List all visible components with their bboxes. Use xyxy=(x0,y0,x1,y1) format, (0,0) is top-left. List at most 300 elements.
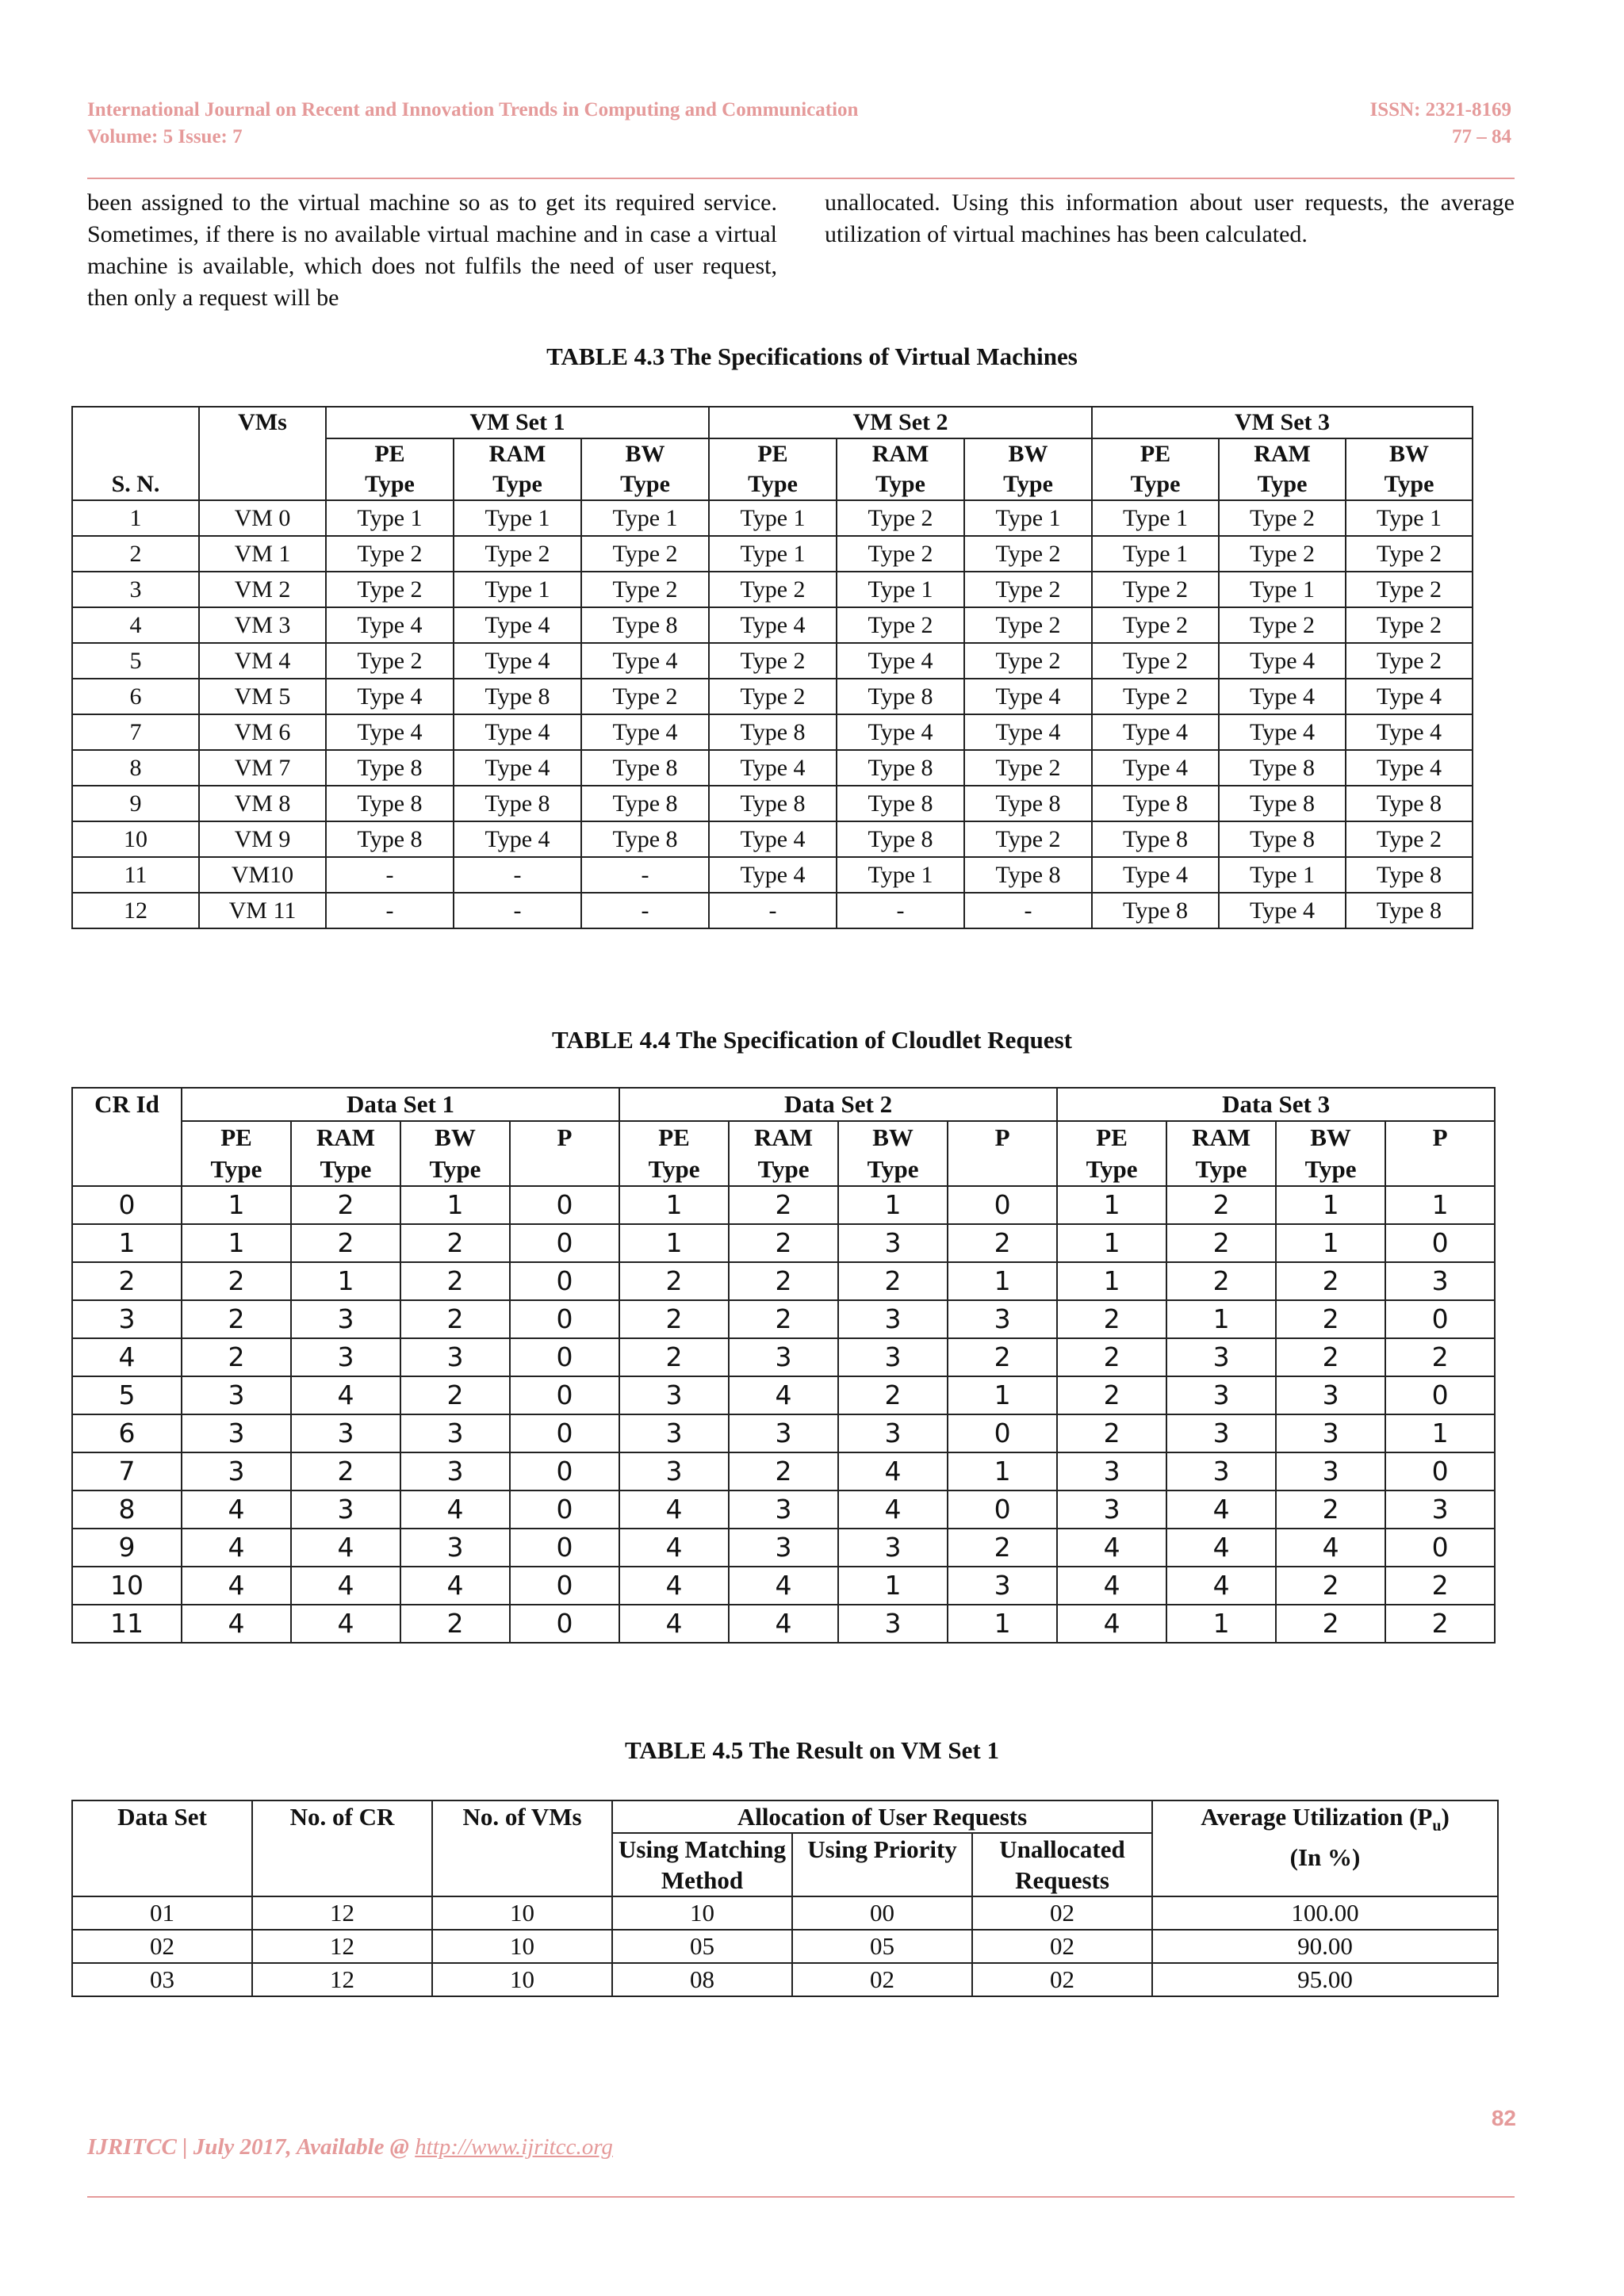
footer xyxy=(87,2134,613,2160)
table-cell: 1 xyxy=(619,1186,729,1224)
table-cell: 3 xyxy=(838,1338,948,1376)
table-cell: Type 8 xyxy=(581,607,709,643)
table-cell: 100.00 xyxy=(1152,1896,1498,1930)
table-row xyxy=(72,1414,1495,1452)
table-cell: 2 xyxy=(1057,1338,1166,1376)
table-cell: 0 xyxy=(510,1605,619,1643)
table-cell: 1 xyxy=(948,1605,1057,1643)
table-cell: Type 8 xyxy=(1346,857,1473,893)
table-row xyxy=(72,1605,1495,1643)
table-row xyxy=(72,1567,1495,1605)
table-cell: VM 2 xyxy=(199,572,326,607)
table-cell: 2 xyxy=(1276,1262,1385,1300)
table-row xyxy=(72,857,1473,893)
table-cell: 03 xyxy=(72,1963,252,1996)
table-cell: Type 4 xyxy=(1346,679,1473,714)
matching-method-col-header: Using Matching Method xyxy=(612,1833,792,1896)
pe-type-header: PE Type xyxy=(709,438,837,500)
table-cell: 2 xyxy=(1276,1567,1385,1605)
table-cell: 3 xyxy=(1276,1452,1385,1490)
table-cell: 3 xyxy=(619,1376,729,1414)
vm-specifications-table xyxy=(71,406,1473,929)
table-row xyxy=(72,1529,1495,1567)
table-cell: 4 xyxy=(1057,1567,1166,1605)
table-cell: 1 xyxy=(72,1224,182,1262)
sn-header: S. N. xyxy=(72,407,199,500)
table-cell: 3 xyxy=(400,1414,510,1452)
table-cell: Type 4 xyxy=(454,821,581,857)
table-cell: 3 xyxy=(948,1567,1057,1605)
journal-issn-block xyxy=(1370,97,1512,151)
table-cell: Type 2 xyxy=(1346,607,1473,643)
table-cell: 4 xyxy=(400,1567,510,1605)
table-cell: 1 xyxy=(948,1376,1057,1414)
table-cell: 2 xyxy=(1057,1376,1166,1414)
table-cell: Type 2 xyxy=(964,572,1092,607)
pe-type-header: PE Type xyxy=(182,1121,291,1186)
table-cell: 4 xyxy=(1166,1490,1276,1529)
table-cell: Type 2 xyxy=(1346,572,1473,607)
table-cell: 00 xyxy=(792,1896,972,1930)
table-cell: Type 4 xyxy=(964,714,1092,750)
table-cell: VM10 xyxy=(199,857,326,893)
table-cell: Type 4 xyxy=(1346,714,1473,750)
table-row xyxy=(72,1930,1498,1963)
table-cell: 4 xyxy=(291,1605,400,1643)
table-cell: 10 xyxy=(432,1896,612,1930)
table-cell: 3 xyxy=(1385,1490,1495,1529)
table-cell: VM 8 xyxy=(199,786,326,821)
table-cell: Type 4 xyxy=(1092,857,1219,893)
table-cell: Type 8 xyxy=(1092,893,1219,928)
table-cell: 2 xyxy=(72,1262,182,1300)
table-cell: 2 xyxy=(182,1262,291,1300)
table-cell: 1 xyxy=(838,1186,948,1224)
table-cell: Type 4 xyxy=(1219,893,1346,928)
table-cell: 3 xyxy=(291,1414,400,1452)
table-cell: 3 xyxy=(1276,1414,1385,1452)
table-cell: 0 xyxy=(1385,1376,1495,1414)
table-cell: 12 xyxy=(252,1963,432,1996)
table-cell: 0 xyxy=(1385,1300,1495,1338)
table-cell: Type 1 xyxy=(1219,572,1346,607)
table-cell: 3 xyxy=(729,1338,838,1376)
table-cell: Type 2 xyxy=(581,536,709,572)
table-cell: 0 xyxy=(510,1529,619,1567)
journal-link[interactable]: http://www.ijritcc.org xyxy=(415,2134,613,2160)
page-number: 82 xyxy=(1491,2106,1516,2130)
table-cell: 3 xyxy=(838,1605,948,1643)
table-cell: 1 xyxy=(838,1567,948,1605)
table-row xyxy=(72,1224,1495,1262)
table-cell: Type 4 xyxy=(837,714,964,750)
table-cell: 3 xyxy=(1276,1376,1385,1414)
table-cell: 3 xyxy=(729,1490,838,1529)
table-cell: VM 7 xyxy=(199,750,326,786)
table-row xyxy=(72,821,1473,857)
table-cell: Type 4 xyxy=(837,643,964,679)
table-cell: 3 xyxy=(291,1338,400,1376)
table-cell: 1 xyxy=(182,1186,291,1224)
table-cell: 3 xyxy=(838,1300,948,1338)
table-cell: Type 8 xyxy=(709,714,837,750)
table-cell: Type 2 xyxy=(964,643,1092,679)
table-cell: Type 8 xyxy=(1092,786,1219,821)
table-cell: - xyxy=(837,893,964,928)
header-divider xyxy=(87,178,1515,179)
table-cell: 2 xyxy=(1166,1186,1276,1224)
table-cell: 0 xyxy=(510,1490,619,1529)
table-row xyxy=(72,893,1473,928)
table-cell: 2 xyxy=(1276,1605,1385,1643)
footer-divider xyxy=(87,2196,1515,2198)
table-cell: 1 xyxy=(182,1224,291,1262)
table-cell: Type 4 xyxy=(1219,643,1346,679)
vm-set-header: VM Set 1 xyxy=(326,407,709,438)
table-cell: Type 2 xyxy=(837,536,964,572)
data-set-header: Data Set 1 xyxy=(182,1088,619,1121)
crid-header: CR Id xyxy=(72,1088,182,1186)
table-cell: Type 1 xyxy=(1346,500,1473,536)
table-cell: 02 xyxy=(972,1963,1152,1996)
table-cell: 4 xyxy=(182,1567,291,1605)
table-cell: Type 2 xyxy=(581,572,709,607)
table-cell: 2 xyxy=(948,1529,1057,1567)
table-cell: 2 xyxy=(291,1452,400,1490)
table-cell: 0 xyxy=(510,1300,619,1338)
ram-type-header: RAM Type xyxy=(837,438,964,500)
table-cell: 3 xyxy=(1057,1452,1166,1490)
table-cell: - xyxy=(581,857,709,893)
table-cell: Type 4 xyxy=(1092,750,1219,786)
table-cell: 2 xyxy=(619,1300,729,1338)
table-cell: Type 8 xyxy=(1346,786,1473,821)
table-cell: 3 xyxy=(182,1376,291,1414)
table-cell: Type 8 xyxy=(837,786,964,821)
table-cell: 2 xyxy=(400,1605,510,1643)
table-cell: VM 3 xyxy=(199,607,326,643)
right-column-paragraph: unallocated. Using this information about user requests, the average utilization of virtual machines has been calculated. xyxy=(825,189,1515,247)
table-cell: Type 2 xyxy=(581,679,709,714)
table-cell: Type 8 xyxy=(454,679,581,714)
table-cell: 2 xyxy=(1057,1300,1166,1338)
table-cell: Type 8 xyxy=(1346,893,1473,928)
vms-header: VMs xyxy=(199,407,326,500)
table-cell: 2 xyxy=(182,1300,291,1338)
table-cell: 02 xyxy=(972,1930,1152,1963)
table-cell: 4 xyxy=(1166,1529,1276,1567)
table-cell: Type 1 xyxy=(1092,500,1219,536)
table-cell: Type 8 xyxy=(581,750,709,786)
table-cell: 2 xyxy=(1385,1567,1495,1605)
table-cell: 4 xyxy=(182,1490,291,1529)
table-cell: 2 xyxy=(1276,1338,1385,1376)
table-cell: Type 8 xyxy=(964,857,1092,893)
table-cell: 2 xyxy=(948,1338,1057,1376)
table-cell: - xyxy=(326,857,454,893)
table-cell: 4 xyxy=(619,1490,729,1529)
table-cell: Type 1 xyxy=(709,536,837,572)
table-cell: Type 4 xyxy=(1219,679,1346,714)
table-cell: 4 xyxy=(72,607,199,643)
table-cell: 2 xyxy=(72,536,199,572)
journal-issn: ISSN: 2321-8169 xyxy=(1369,99,1511,121)
table-cell: 4 xyxy=(838,1490,948,1529)
vm-specifications-body xyxy=(72,500,1473,928)
ram-type-header: RAM Type xyxy=(729,1121,838,1186)
pe-type-header: PE Type xyxy=(1057,1121,1166,1186)
table-cell: VM 9 xyxy=(199,821,326,857)
cloudlet-request-body xyxy=(72,1186,1495,1643)
table-cell: 05 xyxy=(612,1930,792,1963)
table-cell: VM 1 xyxy=(199,536,326,572)
table-cell: - xyxy=(326,893,454,928)
table-cell: 1 xyxy=(1276,1224,1385,1262)
table-cell: Type 4 xyxy=(964,679,1092,714)
table-cell: Type 2 xyxy=(1092,572,1219,607)
table-cell: 3 xyxy=(400,1529,510,1567)
data-set-header: Data Set 2 xyxy=(619,1088,1057,1121)
table-cell: 01 xyxy=(72,1896,252,1930)
table-cell: Type 1 xyxy=(964,500,1092,536)
table-cell: 2 xyxy=(729,1224,838,1262)
table-4-3-caption: TABLE 4.3 The Specifications of Virtual Machines xyxy=(546,342,1078,370)
table-cell: 2 xyxy=(1166,1262,1276,1300)
table-cell: 4 xyxy=(72,1338,182,1376)
table-cell: Type 1 xyxy=(454,572,581,607)
table-cell: Type 8 xyxy=(709,786,837,821)
table-cell: Type 4 xyxy=(454,750,581,786)
table-cell: 10 xyxy=(432,1930,612,1963)
table-4-4-caption: TABLE 4.4 The Specification of Cloudlet Request xyxy=(552,1026,1072,1054)
table-cell: 4 xyxy=(838,1452,948,1490)
table-cell: 2 xyxy=(291,1224,400,1262)
table-row xyxy=(72,1490,1495,1529)
table-cell: 2 xyxy=(729,1452,838,1490)
table-cell: 3 xyxy=(619,1414,729,1452)
table-cell: 3 xyxy=(400,1338,510,1376)
table-cell: Type 8 xyxy=(837,821,964,857)
table-cell: 3 xyxy=(72,1300,182,1338)
table-cell: 3 xyxy=(729,1529,838,1567)
table-cell: 2 xyxy=(400,1376,510,1414)
table-cell: - xyxy=(581,893,709,928)
table-row xyxy=(72,536,1473,572)
table-cell: 12 xyxy=(72,893,199,928)
table-row xyxy=(72,750,1473,786)
table-row xyxy=(72,714,1473,750)
table-cell: VM 11 xyxy=(199,893,326,928)
table-cell: 4 xyxy=(400,1490,510,1529)
table-cell: 3 xyxy=(182,1414,291,1452)
table-row xyxy=(72,572,1473,607)
table-cell: Type 4 xyxy=(1219,714,1346,750)
table-cell: 3 xyxy=(838,1529,948,1567)
table-cell: 7 xyxy=(72,1452,182,1490)
priority-header: P xyxy=(1385,1121,1495,1186)
table-cell: 3 xyxy=(400,1452,510,1490)
table-row xyxy=(72,1300,1495,1338)
table-cell: Type 8 xyxy=(581,821,709,857)
table-cell: 4 xyxy=(1057,1605,1166,1643)
table-cell: 1 xyxy=(1385,1414,1495,1452)
table-cell: 3 xyxy=(1166,1338,1276,1376)
table-cell: - xyxy=(709,893,837,928)
table-cell: Type 4 xyxy=(454,643,581,679)
priority-header: P xyxy=(510,1121,619,1186)
table-cell: Type 4 xyxy=(1346,750,1473,786)
table-cell: 10 xyxy=(432,1963,612,1996)
table-cell: Type 8 xyxy=(581,786,709,821)
table-cell: 2 xyxy=(948,1224,1057,1262)
table-cell: 6 xyxy=(72,1414,182,1452)
table-cell: 10 xyxy=(612,1896,792,1930)
table-cell: Type 1 xyxy=(326,500,454,536)
table-cell: 0 xyxy=(510,1262,619,1300)
table-cell: 2 xyxy=(1276,1490,1385,1529)
table-row xyxy=(72,679,1473,714)
table-cell: 05 xyxy=(792,1930,972,1963)
table-cell: 4 xyxy=(1057,1529,1166,1567)
table-cell: Type 8 xyxy=(326,750,454,786)
table-cell: 3 xyxy=(838,1414,948,1452)
table-cell: 4 xyxy=(182,1529,291,1567)
priority-header: P xyxy=(948,1121,1057,1186)
table-cell: 4 xyxy=(1276,1529,1385,1567)
table-cell: Type 8 xyxy=(1092,821,1219,857)
ram-type-header: RAM Type xyxy=(1219,438,1346,500)
table-cell: Type 2 xyxy=(964,750,1092,786)
table-cell: Type 4 xyxy=(709,750,837,786)
cloudlet-request-table xyxy=(71,1087,1496,1644)
table-cell: 4 xyxy=(182,1605,291,1643)
table-cell: Type 2 xyxy=(1219,500,1346,536)
table-cell: Type 8 xyxy=(1219,750,1346,786)
table-cell: VM 6 xyxy=(199,714,326,750)
table-cell: 9 xyxy=(72,1529,182,1567)
data-set-header: Data Set 3 xyxy=(1057,1088,1495,1121)
table-row xyxy=(72,1262,1495,1300)
table-cell: 3 xyxy=(1166,1452,1276,1490)
table-cell: 3 xyxy=(619,1452,729,1490)
table-cell: 1 xyxy=(1057,1186,1166,1224)
table-cell: Type 2 xyxy=(1092,679,1219,714)
unallocated-col-header: Unallocated Requests xyxy=(972,1833,1152,1896)
table-cell: Type 2 xyxy=(1219,607,1346,643)
vm-set-1-results-body xyxy=(72,1896,1498,1996)
table-cell: Type 4 xyxy=(454,714,581,750)
table-cell: Type 2 xyxy=(1346,643,1473,679)
table-cell: 2 xyxy=(729,1262,838,1300)
vm-set-header: VM Set 2 xyxy=(709,407,1092,438)
table-cell: 9 xyxy=(72,786,199,821)
table-cell: 2 xyxy=(729,1186,838,1224)
table-cell: 5 xyxy=(72,1376,182,1414)
table-row xyxy=(72,786,1473,821)
table-cell: 1 xyxy=(291,1262,400,1300)
body-text xyxy=(87,187,1515,314)
pe-type-header: PE Type xyxy=(326,438,454,500)
table-cell: Type 1 xyxy=(837,857,964,893)
table-cell: 1 xyxy=(1385,1186,1495,1224)
table-cell: 0 xyxy=(72,1186,182,1224)
table-cell: Type 4 xyxy=(326,679,454,714)
table-cell: 4 xyxy=(1166,1567,1276,1605)
table-cell: - xyxy=(964,893,1092,928)
table-cell: 95.00 xyxy=(1152,1963,1498,1996)
table-cell: 3 xyxy=(1057,1490,1166,1529)
table-cell: Type 2 xyxy=(1219,536,1346,572)
bw-type-header: BW Type xyxy=(838,1121,948,1186)
table-cell: Type 4 xyxy=(709,607,837,643)
table-cell: Type 2 xyxy=(709,572,837,607)
table-cell: 0 xyxy=(948,1490,1057,1529)
table-cell: 12 xyxy=(252,1930,432,1963)
table-cell: 3 xyxy=(1166,1376,1276,1414)
table-cell: Type 2 xyxy=(1092,643,1219,679)
journal-volume: Volume: 5 Issue: 7 xyxy=(87,126,243,147)
table-cell: 2 xyxy=(619,1262,729,1300)
bw-type-header: BW Type xyxy=(1276,1121,1385,1186)
table-cell: 1 xyxy=(1166,1300,1276,1338)
table-cell: 02 xyxy=(72,1930,252,1963)
table-cell: 4 xyxy=(729,1567,838,1605)
table-4-5-caption: TABLE 4.5 The Result on VM Set 1 xyxy=(625,1736,999,1764)
table-cell: Type 1 xyxy=(454,500,581,536)
table-cell: 3 xyxy=(72,572,199,607)
table-cell: - xyxy=(454,893,581,928)
table-cell: VM 5 xyxy=(199,679,326,714)
table-cell: 4 xyxy=(619,1605,729,1643)
table-cell: 2 xyxy=(838,1376,948,1414)
journal-title: International Journal on Recent and Innovation Trends in Computing and Communication xyxy=(87,99,859,121)
table-cell: Type 4 xyxy=(1092,714,1219,750)
table-cell: 0 xyxy=(510,1567,619,1605)
table-cell: 0 xyxy=(510,1376,619,1414)
table-cell: 3 xyxy=(1166,1414,1276,1452)
bw-type-header: BW Type xyxy=(1346,438,1473,500)
journal-pages: 77 – 84 xyxy=(1452,126,1511,147)
vm-set-1-results-table xyxy=(71,1800,1499,1997)
table-cell: 0 xyxy=(510,1224,619,1262)
table-cell: 1 xyxy=(619,1224,729,1262)
ram-type-header: RAM Type xyxy=(291,1121,400,1186)
table-cell: Type 1 xyxy=(1092,536,1219,572)
ram-type-header: RAM Type xyxy=(454,438,581,500)
table-cell: Type 1 xyxy=(709,500,837,536)
table-cell: Type 2 xyxy=(326,572,454,607)
table-cell: Type 1 xyxy=(581,500,709,536)
table-cell: Type 2 xyxy=(454,536,581,572)
table-cell: 4 xyxy=(729,1605,838,1643)
table-cell: Type 8 xyxy=(326,786,454,821)
table-cell: Type 8 xyxy=(837,679,964,714)
table-cell: 2 xyxy=(838,1262,948,1300)
table-cell: 10 xyxy=(72,1567,182,1605)
table-cell: 1 xyxy=(948,1262,1057,1300)
left-column-paragraph: been assigned to the virtual machine so as to get its required service. Sometimes, if there is no available virtual machine and in case a virtual machine is available, which does not fulfils the need of user request, then only a request will be xyxy=(87,189,777,311)
table-cell: 2 xyxy=(400,1262,510,1300)
table-cell: 0 xyxy=(1385,1452,1495,1490)
table-cell: Type 4 xyxy=(326,607,454,643)
table-cell: Type 2 xyxy=(709,643,837,679)
table-cell: 1 xyxy=(1166,1605,1276,1643)
table-cell: 0 xyxy=(510,1338,619,1376)
table-cell: Type 2 xyxy=(326,643,454,679)
table-row xyxy=(72,1963,1498,1996)
table-cell: - xyxy=(454,857,581,893)
footer-text: IJRITCC | July 2017, Available @ xyxy=(87,2134,416,2160)
